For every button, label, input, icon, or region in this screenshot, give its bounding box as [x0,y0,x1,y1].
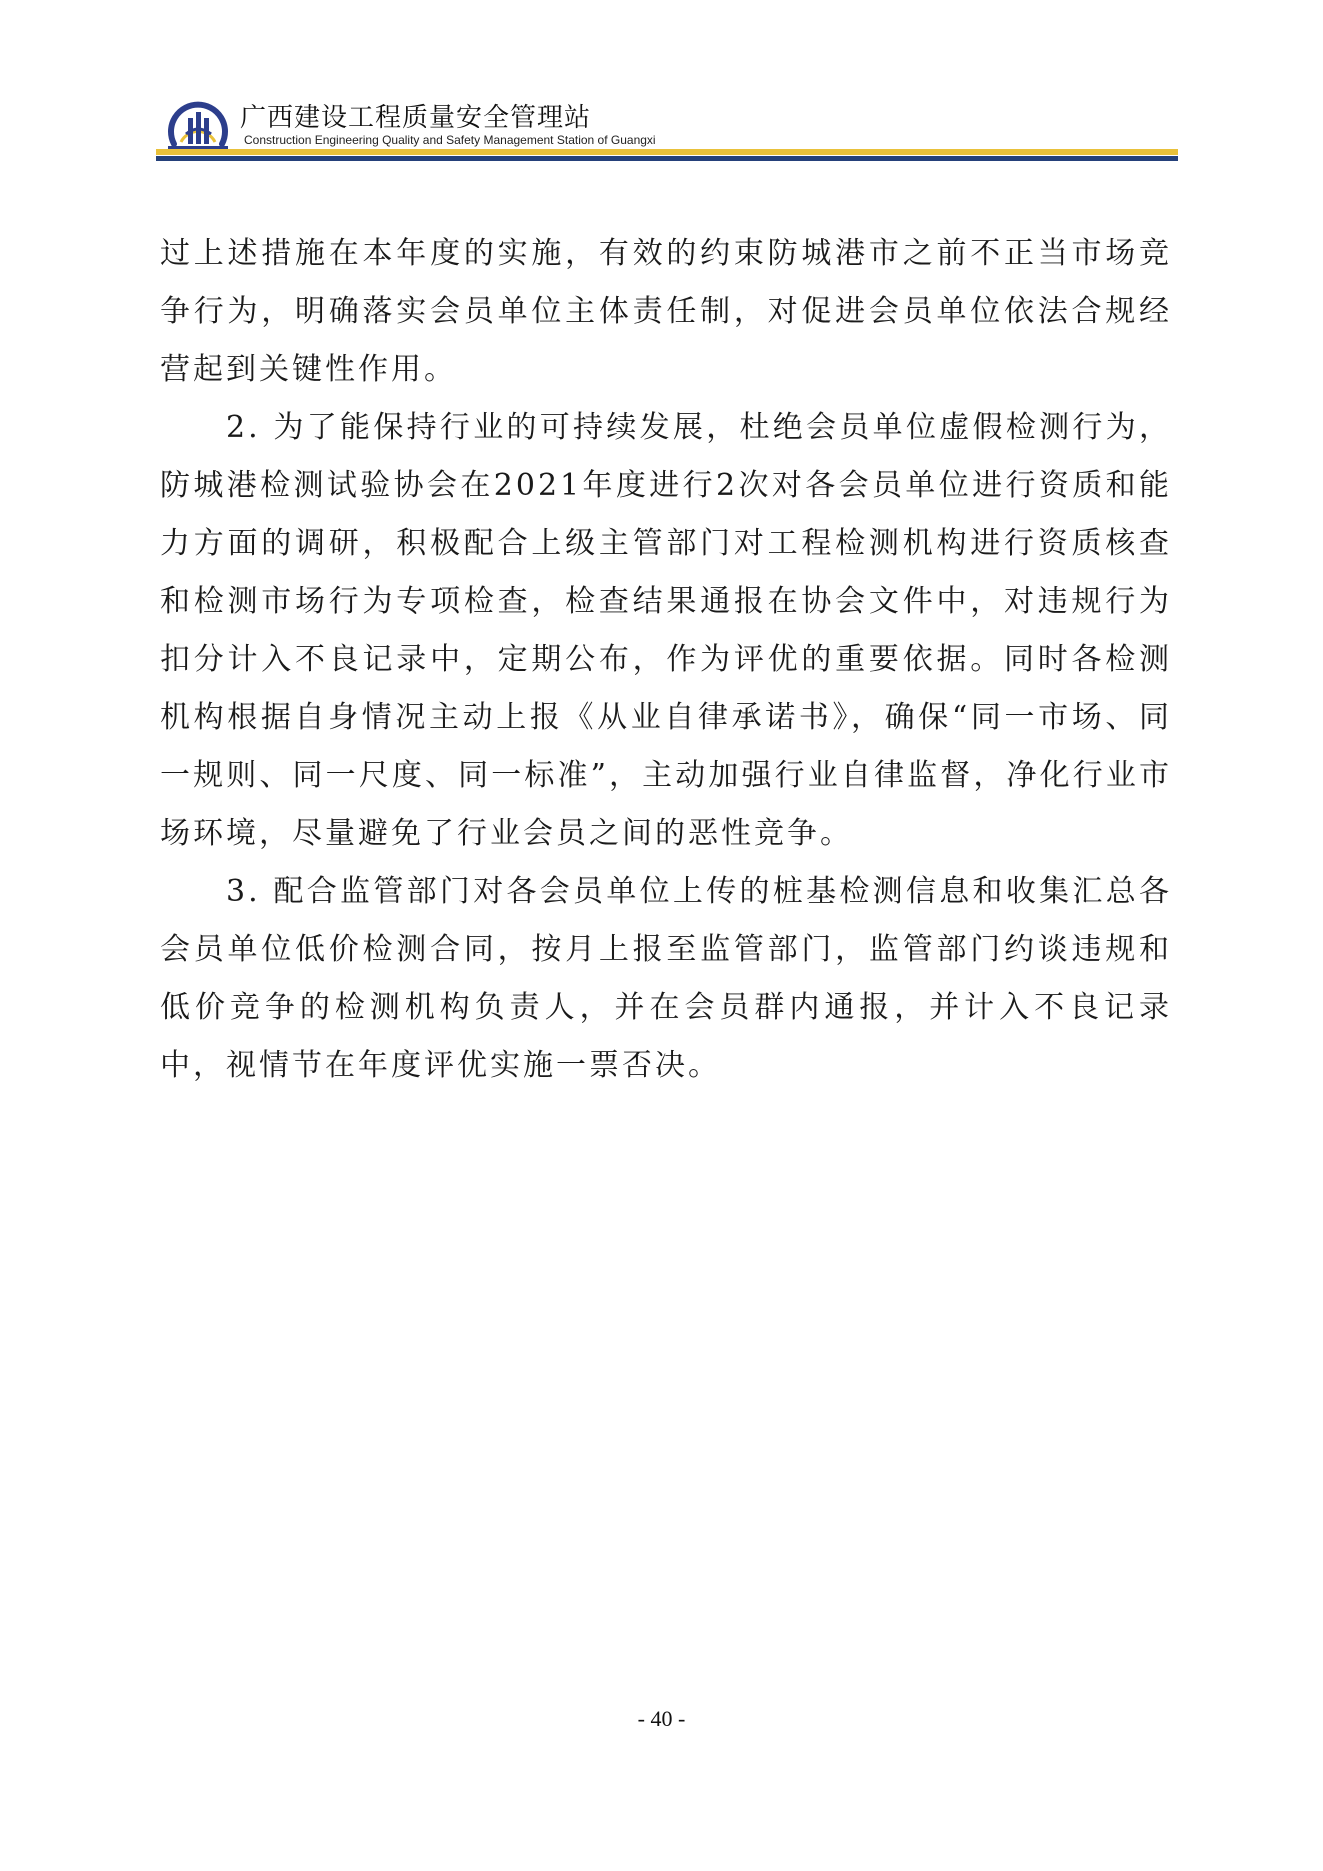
organization-name-en: Construction Engineering Quality and Safety Management Station of Guangxi [244,133,656,147]
paragraph-item-2: 2. 为了能保持行业的可持续发展，杜绝会员单位虚假检测行为，防城港检测试验协会在2021年度进行2次对各会员单位进行资质和能力方面的调研，积极配合上级主管部门对工程检测机构进行资质核查和检测市场行为专项检查，检查结果通报在协会文件中，对违规行为扣分计入不良记录中，定期公布，作为评优的重要依据。同时各检测机构根据自身情况主动上报《从业自律承诺书》，确保“同一市场、同一规则、同一尺度、同一标准”，主动加强行业自律监督，净化行业市场环境，尽量避免了行业会员之间的恶性竞争。 [160,410,1172,851]
paragraph-item-3: 3. 配合监管部门对各会员单位上传的桩基检测信息和收集汇总各会员单位低价检测合同，按月上报至监管部门，监管部门约谈违规和低价竞争的检测机构负责人，并在会员群内通报，并计入不良记录中，视情节在年度评优实施一票否决。 [160,874,1172,1083]
header-rule-blue [156,156,1178,161]
page-number: - 40 - [637,1706,686,1731]
paragraph-continuation: 过上述措施在本年度的实施，有效的约束防城港市之前不正当市场竞争行为，明确落实会员单位主体责任制，对促进会员单位依法合规经营起到关键性作用。 [160,236,1172,387]
gxcq-logo-icon [164,94,232,156]
organization-name-cn: 广西建设工程质量安全管理站 [240,103,592,133]
header-rule-gold [156,149,1178,155]
body-text [160,225,1172,1095]
